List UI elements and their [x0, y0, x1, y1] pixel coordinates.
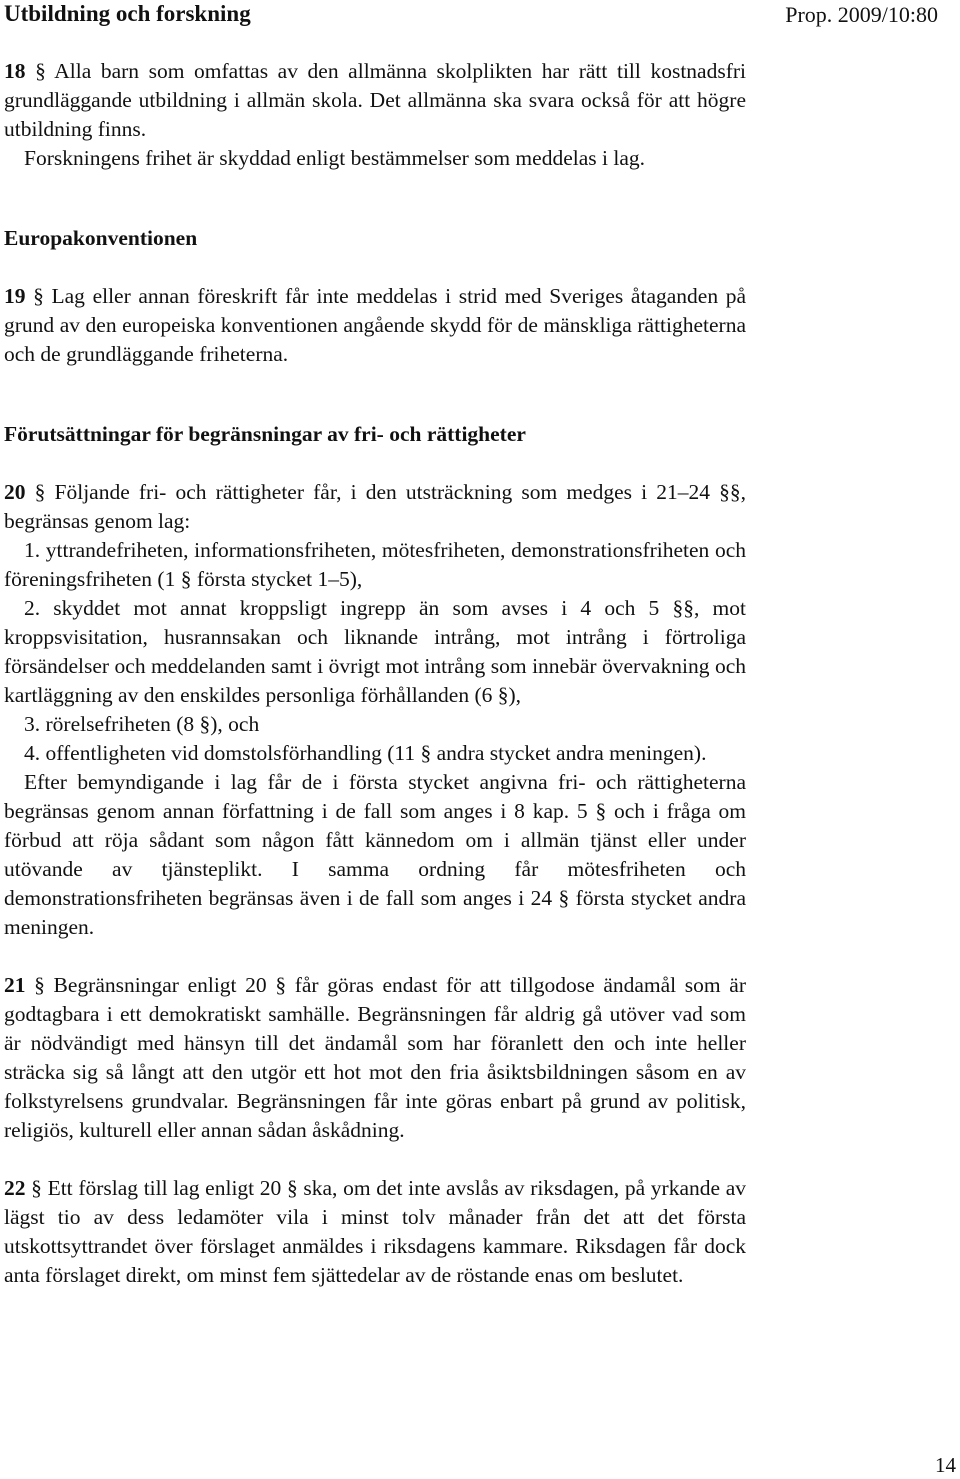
list-item-2: 2. skyddet mot annat kroppsligt ingrepp än som avses i 4 och 5 §§, mot kroppsvisitation, husrannsakan och liknande intrång, mot intrång i förtroliga försändelser och meddelanden samt i övrigt mot intrång som innebär övervakning och kartläggning av den enskildes personliga förhållanden (6 §), — [4, 596, 746, 707]
page-number: 14 — [935, 1453, 956, 1477]
paragraph-number: 22 — [4, 1176, 26, 1200]
paragraph-number: 18 — [4, 59, 26, 83]
page-header — [0, 0, 960, 40]
paragraph-number: 21 — [4, 973, 26, 997]
paragraph-18-continued: Forskningens frihet är skyddad enligt bestämmelser som meddelas i lag. — [24, 146, 645, 170]
list-item-1: 1. yttrandefriheten, informationsfriheten, mötesfriheten, demonstrationsfriheten och föreningsfriheten (1 § första stycket 1–5), — [4, 538, 746, 591]
heading-europakonventionen: Europakonventionen — [4, 226, 198, 250]
paragraph-text: § Begränsningar enligt 20 § får göras endast för att tillgodose ändamål som är godtagbara i ett demokratiskt samhälle. Begränsningen får aldrig gå utöver vad som är nödvändigt med hänsyn till det ändamål som har föranlett den och inte heller sträcka sig så långt att den utgör ett hot mot den fria åsiktsbildningen såsom en av folkstyrelsens grundvalar. Begränsningen får inte göras enbart på grund av politisk, religiös, kulturell eller annan sådan åskådning. — [4, 973, 746, 1142]
paragraph-22 — [4, 1174, 746, 1290]
paragraph-20-continued: Efter bemyndigande i lag får de i första stycket angivna fri- och rättigheterna begränsas genom annan författning i de fall som anges i 8 kap. 5 § och i fråga om förbud att röja sådant som någon fått kännedom om i allmän tjänst eller under utövande av tjänsteplikt. I samma ordning får mötesfriheten och demonstrationsfriheten begränsas även i de fall som anges i 24 § första stycket andra meningen. — [4, 770, 746, 939]
paragraph-text: § Ett förslag till lag enligt 20 § ska, om det inte avslås av riksdagen, på yrkande av lägst tio av dess ledamöter vila i minst tolv månader från det att det första utskottsyttrandet över förslaget anmäldes i riksdagens kammare. Riksdagen får dock anta förslaget direkt, om minst fem sjättedelar av de röstande enas om beslutet. — [4, 1176, 746, 1287]
paragraph-21 — [4, 971, 746, 1145]
document-body — [4, 57, 746, 1290]
paragraph-number: 19 — [4, 284, 26, 308]
paragraph-19 — [4, 282, 746, 369]
heading-forutsattningar: Förutsättningar för begränsningar av fri- och rättigheter — [4, 422, 526, 446]
section-title: Utbildning och forskning — [4, 1, 251, 26]
paragraph-text: § Alla barn som omfattas av den allmänna skolplikten har rätt till kostnadsfri grundläggande utbildning i allmän skola. Det allmänna ska svara också för att högre utbildning finns. — [4, 59, 746, 141]
paragraph-text: § Följande fri- och rättigheter får, i den utsträckning som medges i 21–24 §§, begränsas genom lag: — [4, 480, 746, 533]
paragraph-number: 20 — [4, 480, 26, 504]
paragraph-18 — [4, 57, 746, 144]
paragraph-20 — [4, 478, 746, 536]
list-item-3: 3. rörelsefriheten (8 §), och — [24, 712, 260, 736]
list-item-4: 4. offentligheten vid domstolsförhandling (11 § andra stycket andra meningen). — [24, 741, 707, 765]
paragraph-text: § Lag eller annan föreskrift får inte meddelas i strid med Sveriges åtaganden på grund av den europeiska konventionen angående skydd för de mänskliga rättigheterna och de grundläggande friheterna. — [4, 284, 746, 366]
proposition-ref: Prop. 2009/10:80 — [785, 2, 938, 27]
